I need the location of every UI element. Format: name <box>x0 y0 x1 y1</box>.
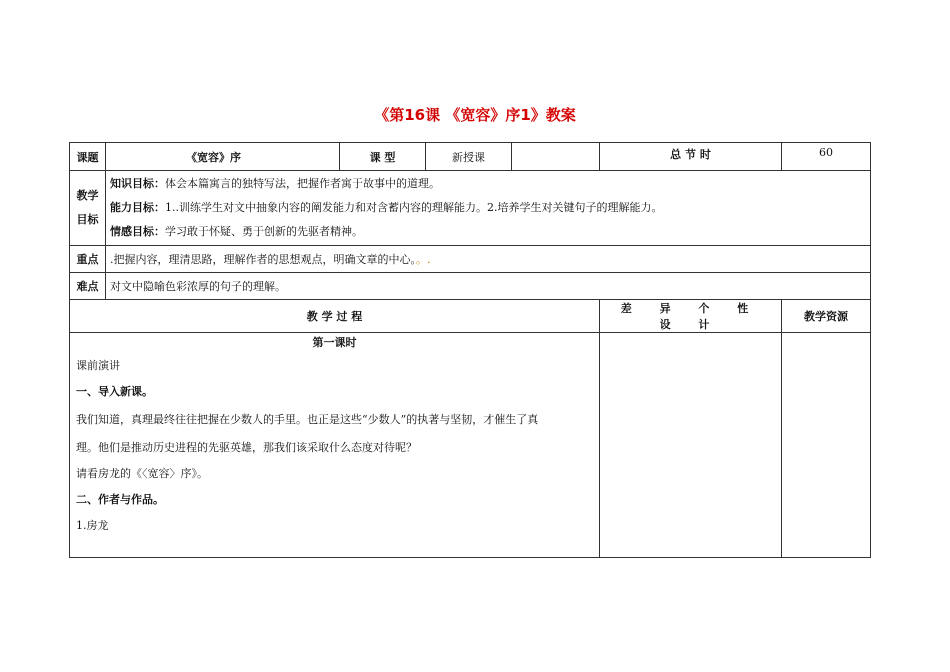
goals-label-line1: 教学 <box>76 189 99 202</box>
author-item: 1.房龙 <box>76 519 109 532</box>
key-points-row <box>70 246 871 273</box>
emotion-goal-text: 学习敢于怀疑、勇于创新的先驱者精神。 <box>165 225 363 238</box>
topic-label: 课题 <box>70 143 106 171</box>
design-content <box>600 333 782 558</box>
goals-row <box>70 171 871 246</box>
step1-heading: 一、导入新课。 <box>76 385 153 398</box>
goals-content <box>106 171 871 246</box>
emotion-goal-label: 情感目标： <box>110 225 165 238</box>
process-row <box>70 333 871 558</box>
section-header-row <box>70 300 871 333</box>
goals-label <box>70 171 106 246</box>
lesson-heading: 第一课时 <box>312 336 357 349</box>
topic-value: 《宽容》序 <box>106 143 340 171</box>
ability-goal <box>110 196 866 220</box>
process-header: 教 学 过 程 <box>70 300 600 333</box>
key-points-content <box>106 246 871 273</box>
knowledge-goal-label: 知识目标： <box>110 177 165 190</box>
step2-heading: 二、作者与作品。 <box>76 493 164 506</box>
type-label: 课 型 <box>340 143 426 171</box>
pre-speech: 课前演讲 <box>76 359 120 372</box>
process-content <box>70 333 600 558</box>
ability-goal-label: 能力目标： <box>110 201 165 214</box>
intro-paragraph-line2: 理。他们是推动历史进程的先驱英雄，那我们该采取什么态度对待呢？ <box>76 441 417 454</box>
periods-label: 总 节 时 <box>600 143 782 171</box>
knowledge-goal <box>110 172 866 196</box>
resources-content <box>782 333 871 558</box>
periods-value: 60 <box>782 143 871 171</box>
type-value: 新授课 <box>426 143 512 171</box>
header-row <box>70 143 871 171</box>
difficulty-row <box>70 273 871 300</box>
emotion-goal <box>110 220 866 244</box>
document-title: 《第16课 《宽容》序1》教案 <box>374 106 576 124</box>
lesson-plan-table <box>69 142 871 558</box>
goals-label-line2: 目标 <box>76 213 99 226</box>
resources-header: 教学资源 <box>782 300 871 333</box>
empty-cell <box>512 143 600 171</box>
key-points-label: 重点 <box>70 246 106 273</box>
key-points-text: .把握内容，理清思路，理解作者的思想观点，明确文章的中心。 <box>110 253 416 266</box>
difficulty-text: 对文中隐喻色彩浓厚的句子的理解。 <box>106 273 871 300</box>
ability-goal-text: 1..训练学生对文中抽象内容的阐发能力和对含蓄内容的理解能力。2.培养学生对关键句子的理解能力。 <box>165 201 663 214</box>
difficulty-label: 难点 <box>70 273 106 300</box>
design-header: 差 异 个 性 设 计 <box>600 300 782 333</box>
intro-paragraph-line3: 请看房龙的《〈宽容〉序》。 <box>76 467 208 480</box>
intro-paragraph-line1: 我们知道，真理最终往往把握在少数人的手里。也正是这些“少数人”的执著与坚韧，才催生了真 <box>76 413 539 426</box>
key-points-trailing: 。. <box>416 253 431 266</box>
knowledge-goal-text: 体会本篇寓言的独特写法，把握作者寓于故事中的道理。 <box>165 177 440 190</box>
